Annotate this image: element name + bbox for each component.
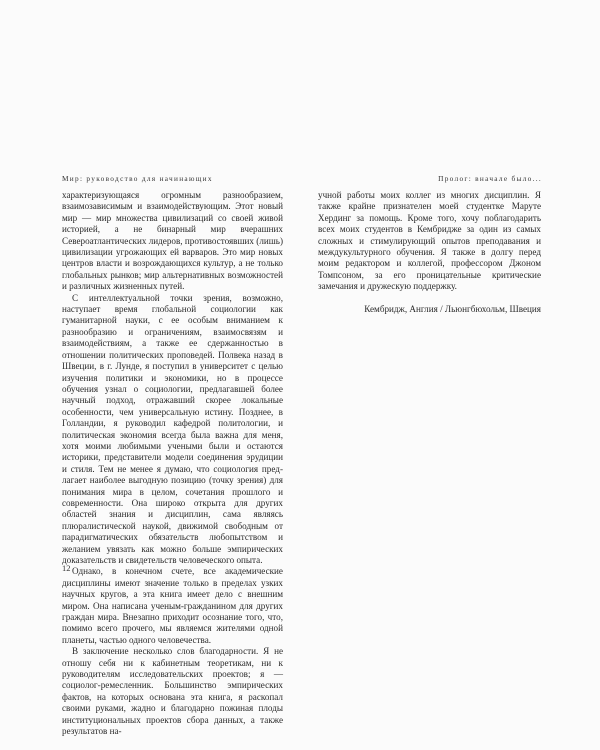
left-text-column: [62, 190, 283, 738]
paragraph: учной работы моих коллег из многих дисциплин. Я также крайне признателен моей студентке Маруте Хердинг за помощь. Кроме того, хочу поблагодарить всех моих студентов в Кембридже за один из самых сложных и стимулирующий опытов преподавания и междукультурного обучения. Я также в долгу перед моим редактором и коллегой, профессором Джоном Томпсоном, за его проницательные критические замечания и дружескую поддержку.: [318, 190, 541, 292]
running-head-left: Мир: руководство для начинающих: [62, 174, 213, 183]
place-signature: Кембридж, Англия / Льюнгбюхольм, Швеция: [364, 303, 541, 314]
paragraph: С интеллектуальной точки зрения, возможно, наступает время глобальной социологии как гуманитарной науки, с ее особым вниманием к разнообразию и ограничениям, взаимосвязям и взаимодействиям, а также ее сдержанностью в отношении политических проповедей. Полвека назад в Швеции, в г. Лунде, я поступил в университет с целью изучения политики и экономики, но в процессе обучения узнал о социологии, предлагавшей более научный подход, отражавший скорее локальные особенности, чем универсальную истину. Позднее, в Голландии, я руководил кафедрой политологии, и политическая экономия всегда была важна для меня, хотя моими любимыми учеными были и остаются историки, представители модели соединения эрудиции и стиля. Тем не менее я думаю, что социология предлагает наиболее выгодную позицию (точку зрения) для понимания мира в целом, сочетания прошлого и современности. Она широко открыта для других областей знания и дисциплин, сама являясь плюралистической наукой, движимой свободным от парадигматических обязательств любопытством и желанием увязать как можно больше эмпирических доказательств и свидетельств человеческого опыта.: [62, 292, 283, 565]
right-text-column: [318, 190, 541, 315]
paragraph: Однако, в конечном счете, все академические дисциплины имеют значение только в пределах узких научных кругов, а эта книга имеет дело с внешним миром. Она написана ученым-гражданином для других граждан мира. Внезапно приходит осознание того, что, помимо всего прочего, мы являемся жителями одной планеты, частью одного человечества.: [62, 566, 283, 645]
paragraph: характеризующаяся огромным разнообразием, взаимозависимым и взаимодействующим. Этот новый мир — мир множества цивилизаций со своей живой историей, а не бинарный мир вчерашних Североатлантических лидеров, противостоявших (лишь) цивилизации угрожающих ей варваров. Это мир новых центров власти и возрождающихся культур, а не только глобальных рынков; мир альтернативных возможностей и различных жизненных путей.: [62, 190, 283, 292]
paragraph: В заключение несколько слов благодарности. Я не отношу себя ни к кабинетным теоретикам, ни к руководителям исследовательских проектов; я — социолог-ремесленник. Большинство эмпирических фактов, на которых основана эта книга, я раскопал своими руками, жадно и благодарно пожиная плоды институциональных проектов сбора данных, а также результатов на-: [62, 646, 283, 737]
running-head-right: Пролог: вначале было...: [438, 174, 542, 183]
page-number: 12: [62, 563, 71, 573]
